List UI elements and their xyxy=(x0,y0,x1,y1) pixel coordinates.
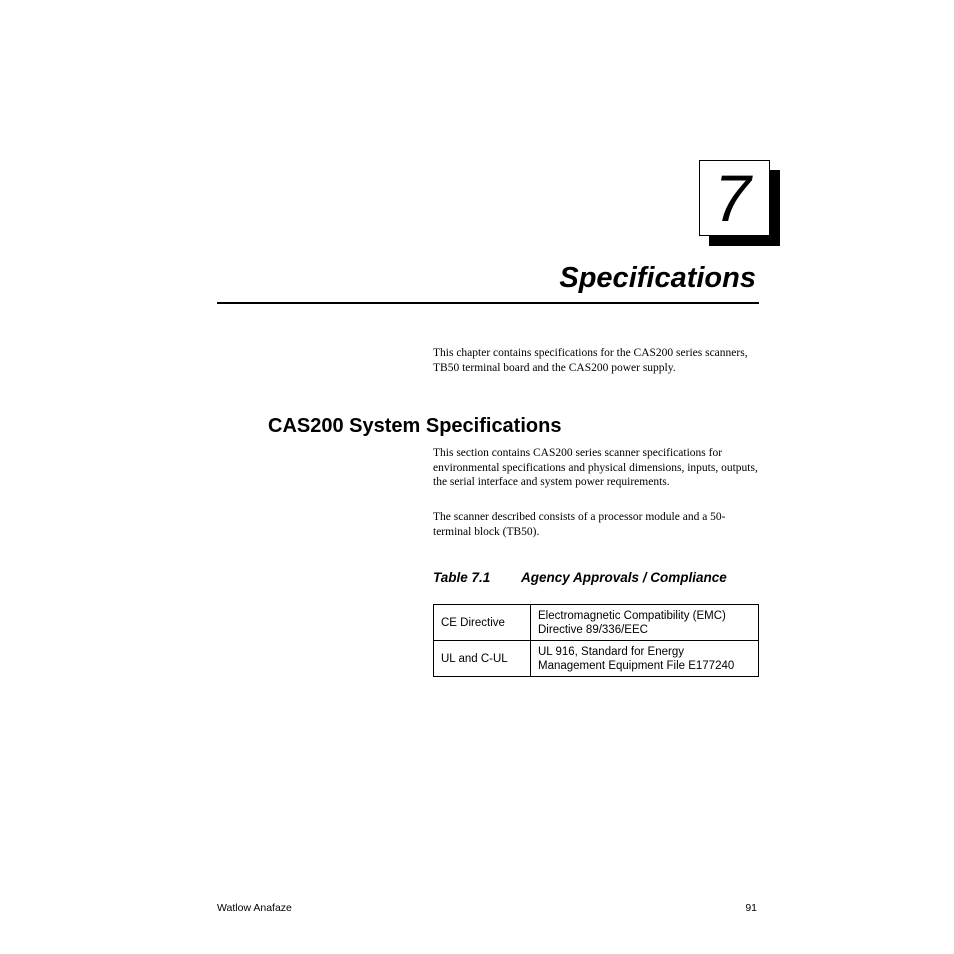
table-cell-description: Electromagnetic Compatibility (EMC) Directive 89/336/EEC xyxy=(531,605,759,641)
chapter-number-box xyxy=(699,160,770,236)
chapter-number: 7 xyxy=(714,161,751,235)
table-caption xyxy=(433,569,727,587)
section-heading: CAS200 System Specifications xyxy=(268,415,562,437)
footer-page-number: 91 xyxy=(745,902,757,914)
title-rule xyxy=(217,302,759,304)
footer-company: Watlow Anafaze xyxy=(217,902,292,914)
section-paragraph-1: This section contains CAS200 series scanner specifications for environmental specifications and physical dimensions, inputs, outputs, the serial interface and system power requirements. xyxy=(433,447,758,489)
table-caption-title: Agency Approvals / Compliance xyxy=(521,570,727,585)
chapter-title: Specifications xyxy=(559,262,756,294)
section-paragraph-2: The scanner described consists of a processor module and a 50-terminal block (TB50). xyxy=(433,511,726,538)
table-caption-label: Table 7.1 xyxy=(433,570,491,585)
table-row xyxy=(434,605,759,641)
table-cell-description: UL 916, Standard for Energy Management Equipment File E177240 xyxy=(531,641,759,677)
agency-approvals-table xyxy=(433,604,759,677)
table-cell-standard: CE Directive xyxy=(434,605,531,641)
chapter-intro-paragraph: This chapter contains specifications for the CAS200 series scanners, TB50 terminal board and the CAS200 power supply. xyxy=(433,347,748,374)
table-row xyxy=(434,641,759,677)
table-cell-standard: UL and C-UL xyxy=(434,641,531,677)
